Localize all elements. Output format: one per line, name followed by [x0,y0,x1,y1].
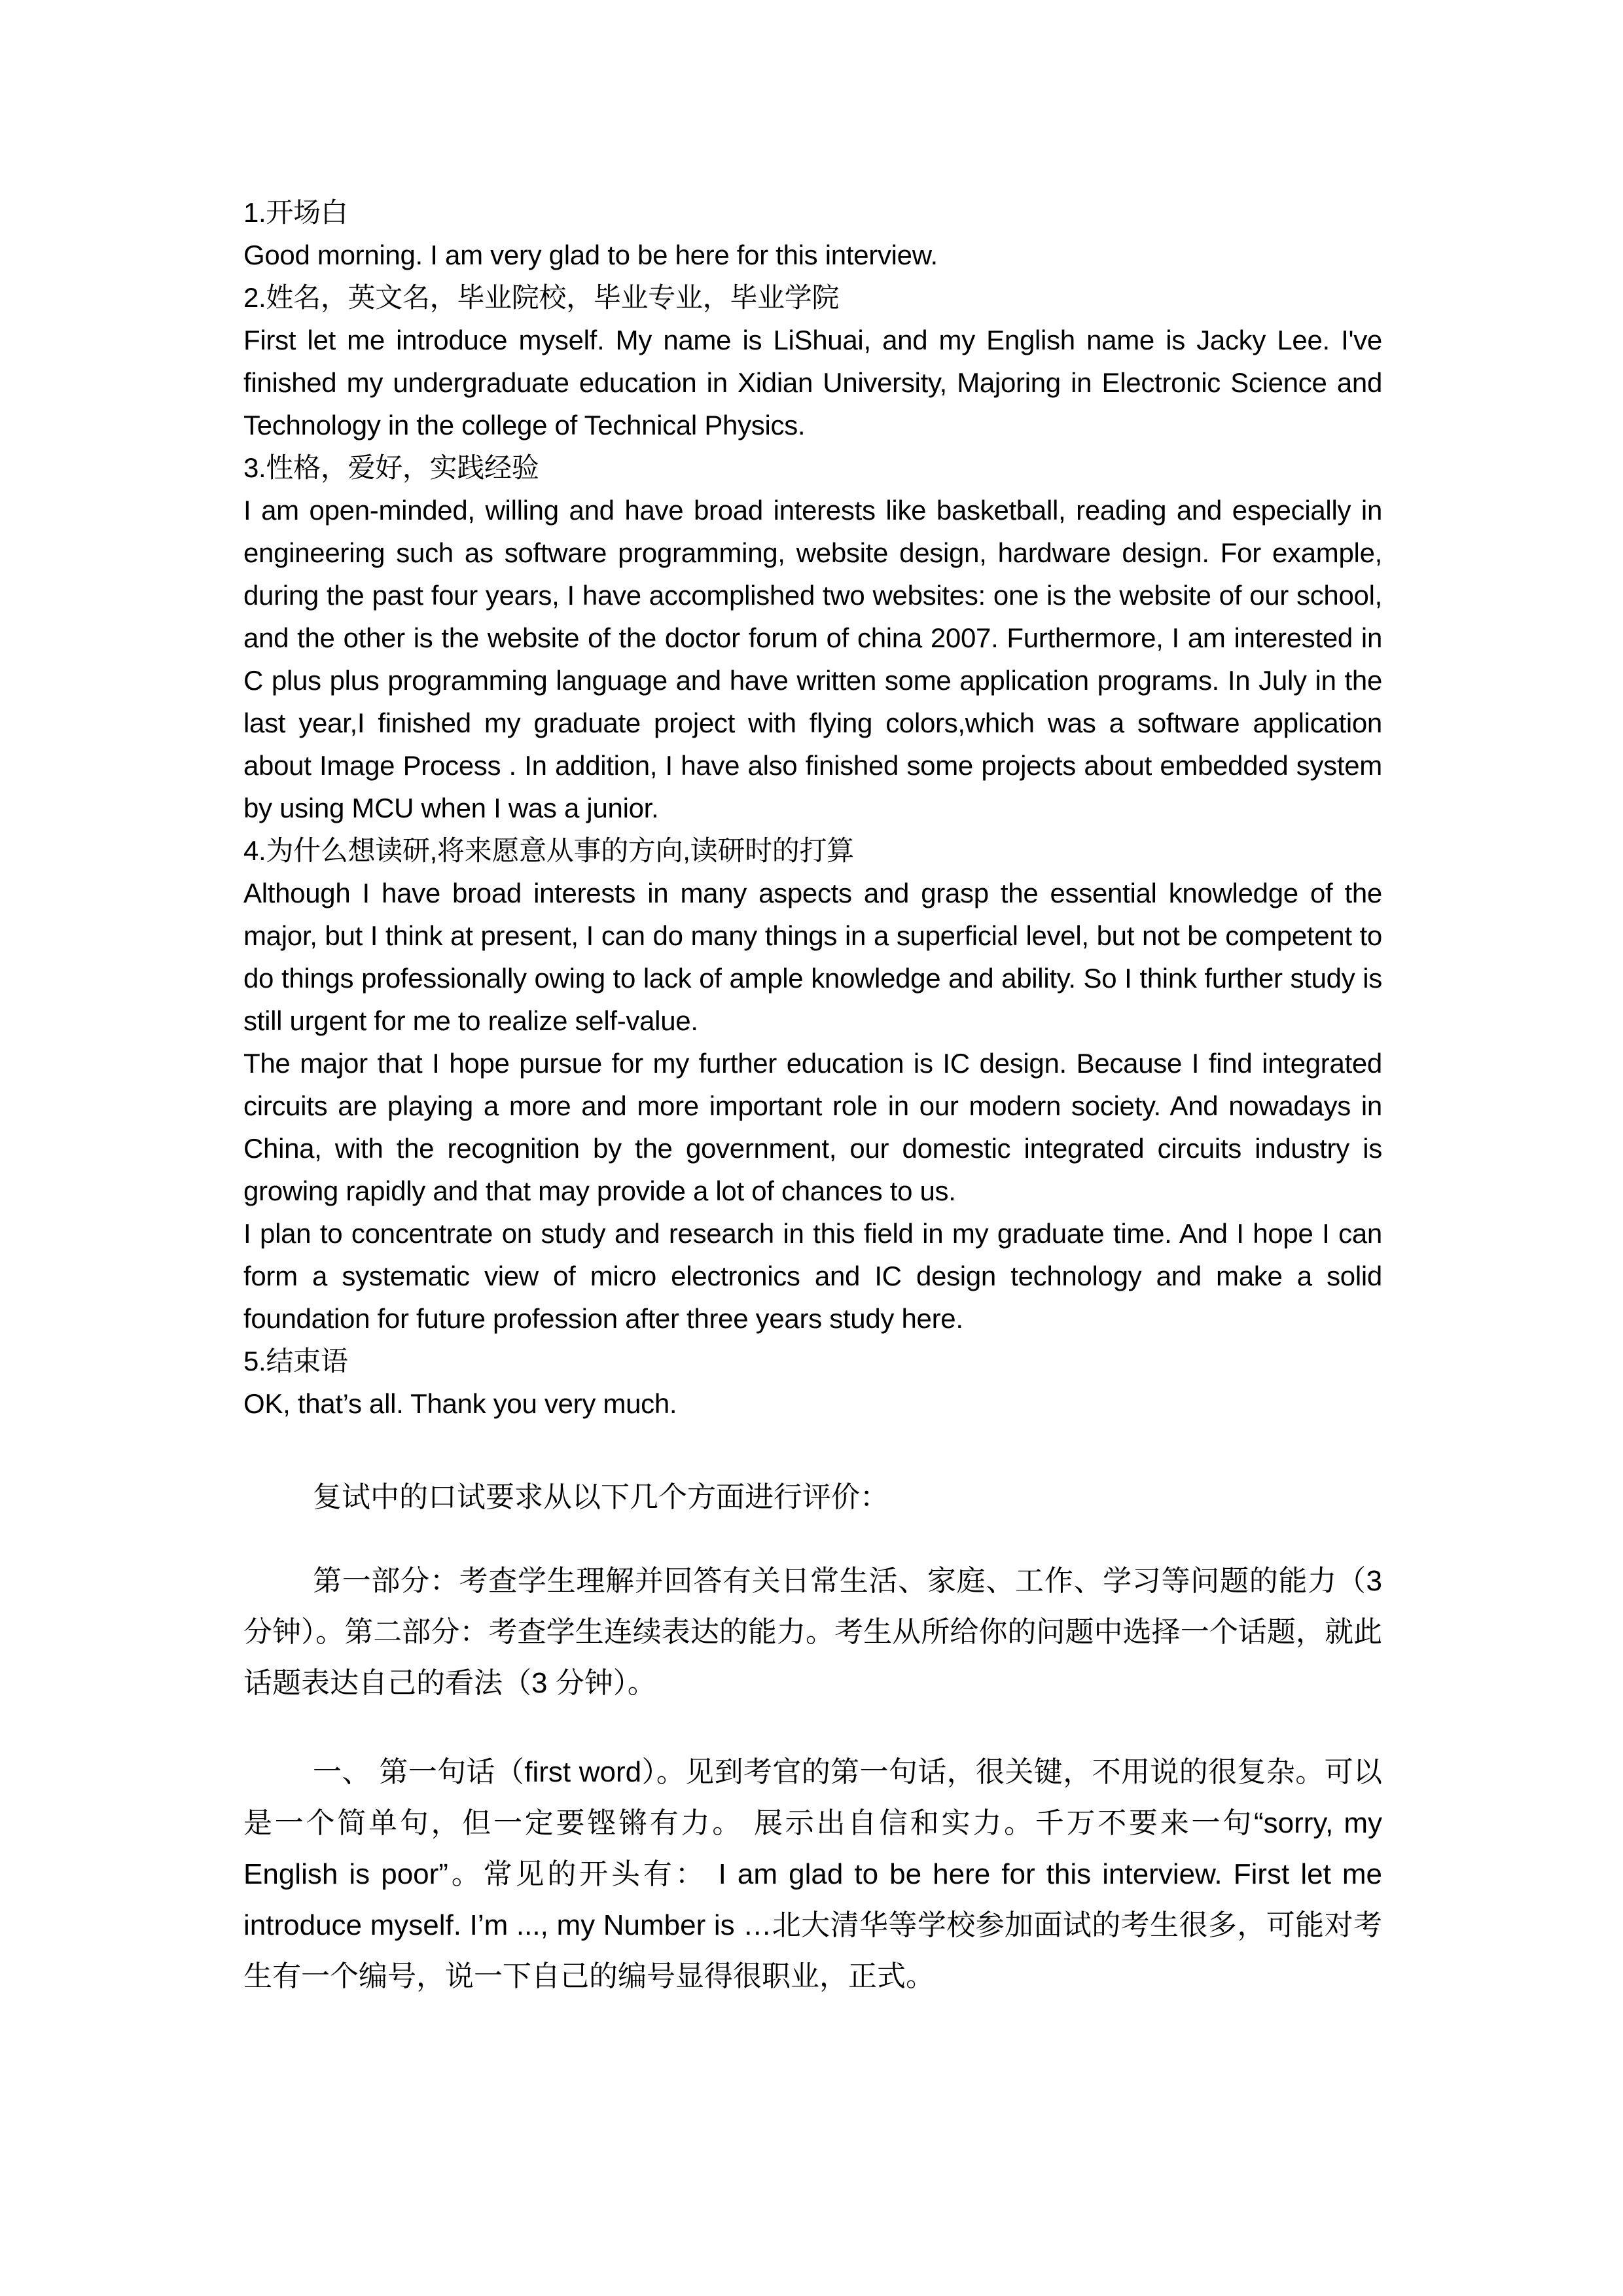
motivation-paragraph-1: Although I have broad interests in many aspects and grasp the essential knowledge of the major, but I think at present, I can do many things in a superficial level, but not be competent to do things professionally owing to lack of ample knowledge and ability. So I think further study is still urgent for me to realize self-value. [243,878,1382,1036]
self-introduction-script [243,191,1382,1425]
section-1-heading: 1.开场白 [243,197,348,228]
section-5-heading: 5.结束语 [243,1346,348,1376]
oral-test-evaluation-notes [243,1472,1382,2002]
first-word-tip-paragraph: 一、 第一句话（first word）。见到考官的第一句话，很关键，不用说的很复杂。可以是一个简单句，但一定要铿锵有力。 展示出自信和实力。千万不要来一句“sorry, my English is poor”。常见的开头有： I am glad to be here for this interview. First let me introduce myself. I’m ..., my Number is …北大清华等学校参加面试的考生很多，可能对考生有一个编号，说一下自己的编号显得很职业，正式。 [243,1756,1382,1992]
motivation-paragraph-2: The major that I hope pursue for my further education is IC design. Because I find integrated circuits are playing a more and more important role in our modern society. And nowadays in China, with the recognition by the government, our domestic integrated circuits industry is growing rapidly and that may provide a lot of chances to us. [243,1048,1382,1206]
personality-paragraph: I am open-minded, willing and have broad interests like basketball, reading and especially in engineering such as software programming, website design, hardware design. For example, during the past four years, I have accomplished two websites: one is the website of our school, and the other is the website of the doctor forum of china 2007. Furthermore, I am interested in C plus plus programming language and have written some application programs. In July in the last year,I finished my graduate project with flying colors,which was a software application about Image Process . In addition, I have also finished some projects about embedded system by using MCU when I was a junior. [243,495,1382,823]
opening-line: Good morning. I am very glad to be here for this interview. [243,240,938,270]
evaluation-intro-line: 复试中的口试要求从以下几个方面进行评价： [313,1481,889,1513]
section-4-heading: 4.为什么想读研,将来愿意从事的方向,读研时的打算 [243,835,854,866]
education-paragraph: First let me introduce myself. My name is LiShuai, and my English name is Jacky Lee. I've finished my undergraduate education in Xidian University, Majoring in Electronic Science and Technology in the college of Technical Physics. [243,325,1382,440]
section-2-heading: 2.姓名，英文名，毕业院校，毕业专业，毕业学院 [243,282,840,313]
evaluation-parts-paragraph: 第一部分：考查学生理解并回答有关日常生活、家庭、工作、学习等问题的能力（3 分钟）。第二部分：考查学生连续表达的能力。考生从所给你的问题中选择一个话题，就此话题表达自己的看法（3 分钟）。 [243,1565,1382,1699]
closing-line: OK, that’s all. Thank you very much. [243,1388,677,1419]
section-3-heading: 3.性格，爱好，实践经验 [243,452,539,483]
motivation-paragraph-3: I plan to concentrate on study and research in this field in my graduate time. And I hope I can form a systematic view of micro electronics and IC design technology and make a solid foundation for future profession after three years study here. [243,1218,1382,1334]
